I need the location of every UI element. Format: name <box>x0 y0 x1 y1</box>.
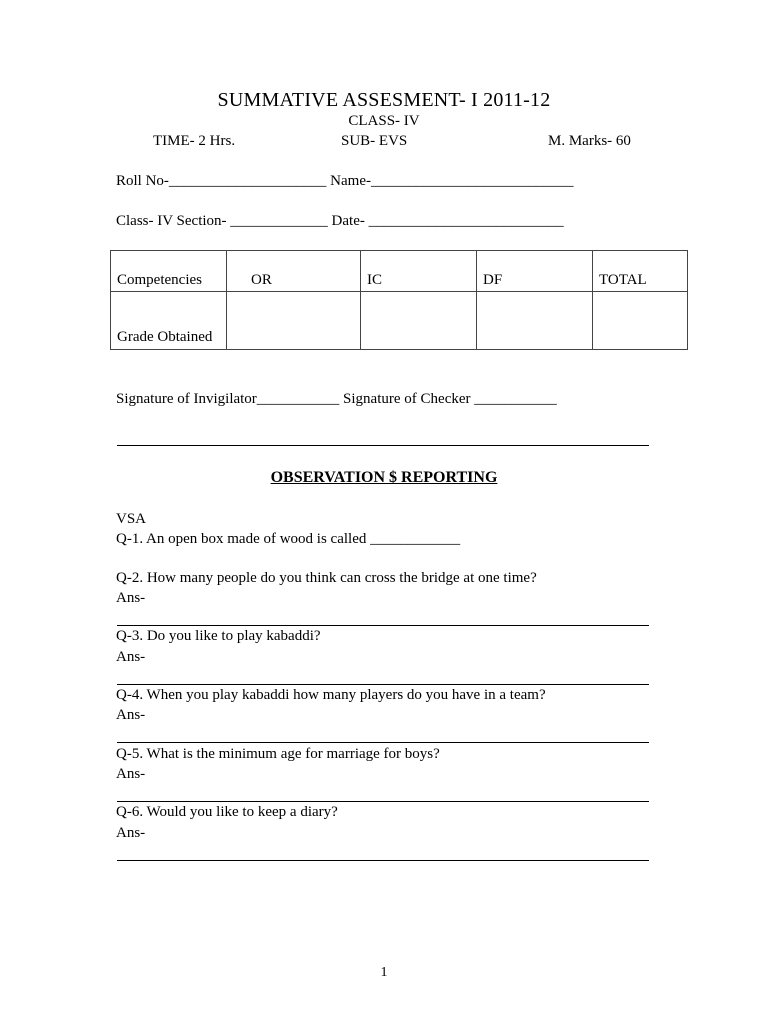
grade-cell-total <box>593 292 688 350</box>
subject-label: SUB- EVS <box>341 133 408 149</box>
question-5: Q-5. What is the minimum age for marriage for boys? <box>116 746 440 762</box>
answer-line-4 <box>117 742 649 743</box>
time-label: TIME- 2 Hrs. <box>153 133 236 149</box>
max-marks-label: M. Marks- 60 <box>548 133 631 149</box>
class-label: CLASS- IV <box>348 113 420 129</box>
answer-label-4: Ans- <box>116 707 146 723</box>
question-1: Q-1. An open box made of wood is called ____________ <box>116 531 461 547</box>
grades-header-row <box>111 251 688 292</box>
question-2: Q-2. How many people do you think can cross the bridge at one time? <box>116 570 537 586</box>
answer-line-2 <box>117 625 649 626</box>
grade-obtained-row <box>111 292 688 350</box>
question-4: Q-4. When you play kabaddi how many players do you have in a team? <box>116 687 546 703</box>
exam-title: SUMMATIVE ASSESMENT- I 2011-12 <box>217 89 551 111</box>
section-title <box>0 470 768 486</box>
answer-label-2: Ans- <box>116 590 146 606</box>
grade-cell-df <box>477 292 593 350</box>
grade-cell-ic <box>361 292 477 350</box>
header-or: OR <box>227 251 361 292</box>
section-title-text: OBSERVATION $ REPORTING <box>270 469 498 486</box>
roll-name-line: Roll No-_____________________ Name-___________________________ <box>116 173 574 189</box>
header-ic: IC <box>361 251 477 292</box>
header-df: DF <box>477 251 593 292</box>
vsa-label: VSA <box>116 511 147 527</box>
question-3: Q-3. Do you like to play kabaddi? <box>116 628 321 644</box>
grade-cell-or <box>227 292 361 350</box>
answer-line-5 <box>117 801 649 802</box>
separator-rule <box>117 445 649 446</box>
answer-line-6 <box>117 860 649 861</box>
answer-label-6: Ans- <box>116 825 146 841</box>
grades-table <box>110 250 688 350</box>
class-section-date-line: Class- IV Section- _____________ Date- __________________________ <box>116 213 564 229</box>
page-number: 1 <box>380 965 388 980</box>
header-competencies: Competencies <box>111 251 227 292</box>
answer-line-3 <box>117 684 649 685</box>
answer-label-3: Ans- <box>116 649 146 665</box>
header-total: TOTAL <box>593 251 688 292</box>
answer-label-5: Ans- <box>116 766 146 782</box>
grade-obtained-label: Grade Obtained <box>111 292 227 350</box>
question-6: Q-6. Would you like to keep a diary? <box>116 804 338 820</box>
signatures-line: Signature of Invigilator___________ Signature of Checker ___________ <box>116 391 557 407</box>
